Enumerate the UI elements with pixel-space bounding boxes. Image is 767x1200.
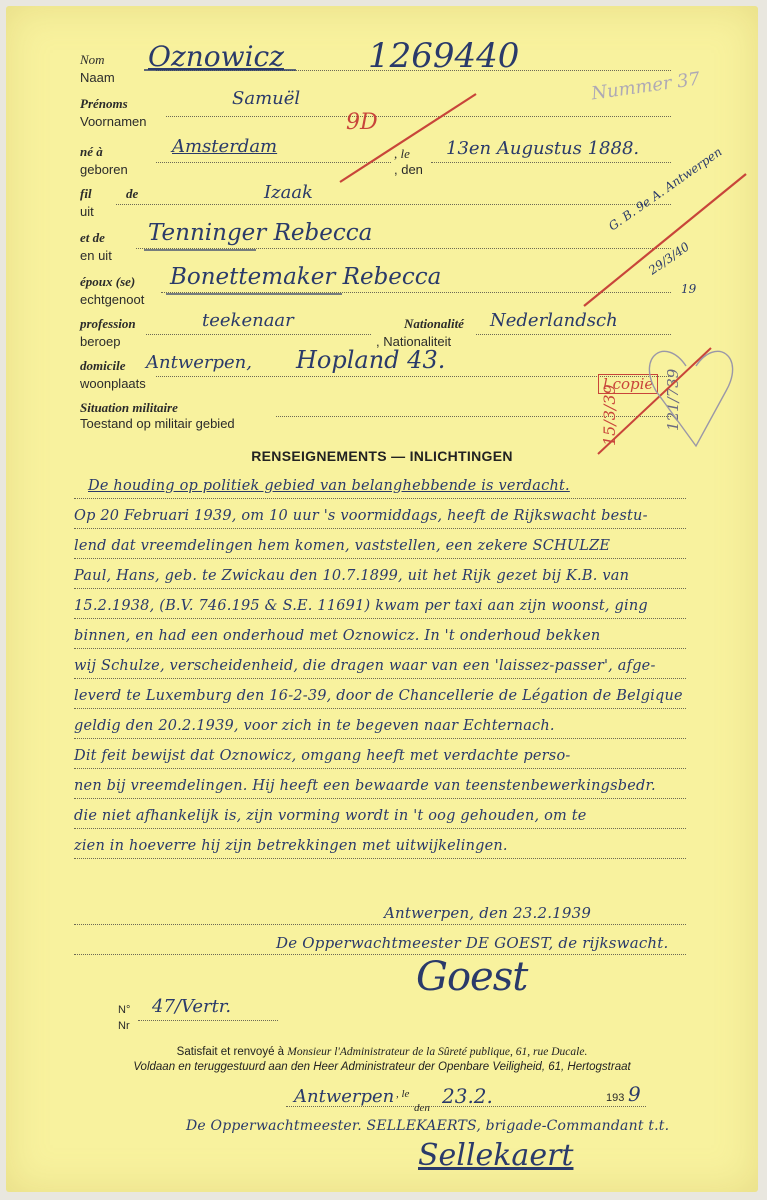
footer-fr-prefix: Satisfait et renvoyé à xyxy=(176,1046,285,1058)
surname-value: Oznowicz xyxy=(148,40,284,73)
report-line: Dit feit bewijst dat Oznowicz, omgang heeft met verdachte perso- xyxy=(74,748,571,764)
margin-note-3: 19 xyxy=(681,282,697,296)
domicile-value: Antwerpen, xyxy=(146,352,252,373)
footer-den: den xyxy=(414,1102,430,1114)
label-profession: profession xyxy=(80,316,136,331)
footer-nl-text: Voldaan en teruggestuurd aan den Heer Administrateur der Openbare Veiligheid, 61, Hertogstraat xyxy=(133,1061,631,1073)
label-woonplaats: woonplaats xyxy=(80,376,146,391)
stamp-note: Nummer 37 xyxy=(590,68,702,105)
first-name-value: Samuël xyxy=(232,88,301,109)
label-prenoms: Prénoms xyxy=(80,96,128,111)
label-enuit: en uit xyxy=(80,248,112,263)
vertical-note: 15/3/39 xyxy=(600,384,619,446)
profession-value: teekenaar xyxy=(202,310,294,331)
label-no-nl: Nr xyxy=(118,1020,130,1032)
footer-date: 23.2. xyxy=(442,1084,493,1108)
label-echtgenoot: echtgenoot xyxy=(80,292,145,307)
label-le: , le xyxy=(394,146,410,161)
report-line: geldig den 20.2.1939, voor zich in te begeven naar Echternach. xyxy=(74,718,555,734)
footer-le: , le xyxy=(396,1088,410,1100)
label-fils: fil xyxy=(80,186,92,201)
officer-line: De Opperwachtmeester DE GOEST, de rijkswacht. xyxy=(276,934,669,952)
label-domicile: domicile xyxy=(80,358,126,373)
red-pencil-stroke xyxy=(584,174,746,306)
spouse-value: Bonettemaker Rebecca xyxy=(170,264,442,290)
label-ne: né à xyxy=(80,144,103,159)
report-line: nen bij vreemdelingen. Hij heeft een bewaarde van teenstenbewerkingsbedr. xyxy=(74,778,656,794)
label-nom: Nom xyxy=(80,52,105,67)
label-etde: et de xyxy=(80,230,105,245)
report-line: Op 20 Februari 1939, om 10 uur 's voormiddags, heeft de Rijkswacht bestu- xyxy=(74,508,648,524)
label-voornamen: Voornamen xyxy=(80,114,147,129)
label-uit: uit xyxy=(80,204,94,219)
label-nationalite: Nationalité xyxy=(404,316,464,331)
footer-fr-address: Monsieur l'Administrateur de la Sûreté publique, 61, rue Ducale. xyxy=(287,1046,588,1058)
nationality-value: Nederlandsch xyxy=(490,310,618,331)
birthplace-value: Amsterdam xyxy=(172,136,278,157)
report-line: zien in hoeverre hij zijn betrekkingen met uitwijkelingen. xyxy=(74,838,508,854)
vertical-note-2: 121/739 xyxy=(664,368,682,431)
annotation-strokes xyxy=(6,6,758,1192)
red-box-note: l copie xyxy=(598,374,658,394)
label-naam: Naam xyxy=(80,70,115,85)
label-fils-de: de xyxy=(126,186,139,201)
domicile-address: Hopland 43. xyxy=(296,346,446,374)
report-line: 15.2.1938, (B.V. 746.195 & S.E. 11691) kwam per taxi aan zijn woonst, ging xyxy=(74,598,648,614)
report-line: die niet afhankelijk is, zijn vorming wordt in 't oog gehouden, om te xyxy=(74,808,587,824)
margin-note-2: 29/3/40 xyxy=(646,239,692,278)
father-value: Izaak xyxy=(264,182,313,203)
footer-officer: De Opperwachtmeester. SELLEKAERTS, brigade-Commandant t.t. xyxy=(186,1118,670,1134)
report-line: binnen, en had een onderhoud met Oznowicz. In 't onderhoud bekken xyxy=(74,628,601,644)
document-sheet xyxy=(6,6,758,1192)
red-mark: 9D xyxy=(346,110,378,135)
footer-year-suffix: 9 xyxy=(628,1082,641,1106)
label-toestand-militair: Toestand op militair gebied xyxy=(80,416,235,431)
register-number: 47/Vertr. xyxy=(152,996,232,1017)
birthdate-value: 13en Augustus 1888. xyxy=(446,138,640,159)
margin-note-1: G. B. 9e A. Antwerpen xyxy=(606,144,725,234)
footer-year-prefix: 193 xyxy=(606,1092,625,1104)
section-heading: RENSEIGNEMENTS — INLICHTINGEN xyxy=(251,448,513,464)
footer-place: Antwerpen xyxy=(294,1086,395,1107)
report-line: wij Schulze, verscheidenheid, die dragen waar van een 'laissez-passer', afge- xyxy=(74,658,656,674)
officer-signature: Goest xyxy=(416,954,528,1000)
red-pencil-stroke xyxy=(340,94,476,182)
label-nationaliteit: , Nationaliteit xyxy=(376,334,452,349)
red-pencil-stroke xyxy=(598,348,711,454)
report-line: De houding op politiek gebied van belanghebbende is verdacht. xyxy=(88,478,570,494)
report-line: lend dat vreemdelingen hem komen, vaststellen, een zekere SCHULZE xyxy=(74,538,611,554)
label-beroep: beroep xyxy=(80,334,121,349)
label-epoux: époux (se) xyxy=(80,274,136,289)
place-date: Antwerpen, den 23.2.1939 xyxy=(384,904,592,922)
label-situation-militaire: Situation militaire xyxy=(80,400,178,415)
label-den: , den xyxy=(394,162,423,177)
footer-signature: Sellekaert xyxy=(418,1138,574,1173)
label-no-fr: N° xyxy=(118,1004,131,1016)
report-line: Paul, Hans, geb. te Zwickau den 10.7.1899, uit het Rijk gezet bij K.B. van xyxy=(74,568,630,584)
report-line: leverd te Luxemburg den 16-2-39, door de Chancellerie de Légation de Belgique xyxy=(74,688,683,704)
file-number: 1269440 xyxy=(368,36,520,76)
mother-value: Tenninger Rebecca xyxy=(148,220,373,246)
label-geboren: geboren xyxy=(80,162,128,177)
